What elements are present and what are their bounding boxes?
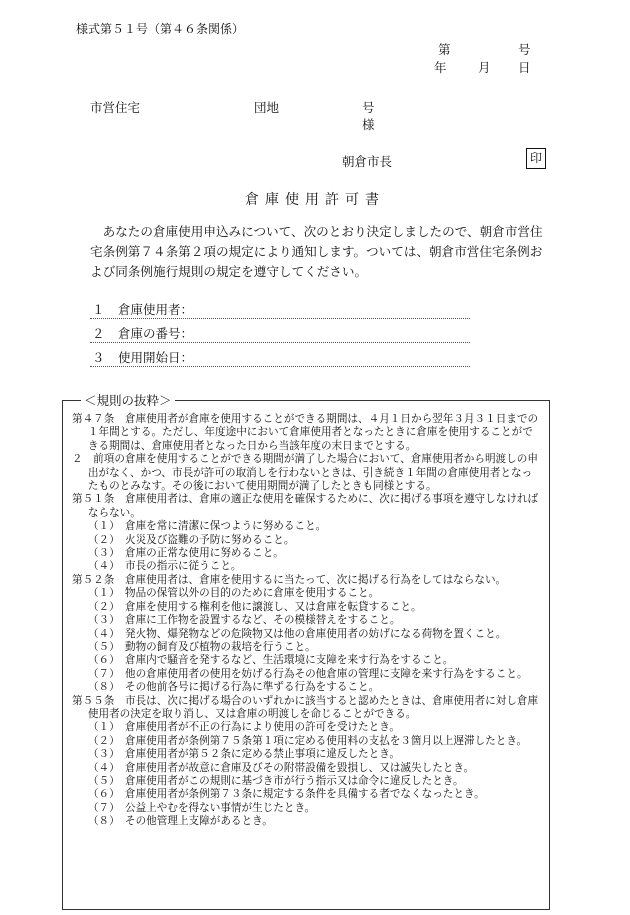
item-number: ２ [92,326,105,341]
addressee-number: 号 [362,100,375,115]
item-label: 倉庫の番号： [118,326,194,341]
rules-excerpt-box [62,393,550,910]
item-label: 使用開始日： [118,350,194,365]
rule-subitem: （６） 倉庫使用者が条例第７３条に規定する条件を具備する者でなくなったとき。 [87,788,485,801]
rule-subitem: （１） 倉庫を常に清潔に保つように努めること。 [87,520,327,533]
rule-subitem: （６） 倉庫内で騒音を発するなど、生活環境に支障を来す行為をすること。 [87,654,454,667]
item-number: ３ [92,350,105,365]
item-start-date [90,348,470,367]
item-label: 倉庫使用者： [118,302,194,317]
date-day: 日 [518,60,531,75]
rule-subitem: （１） 倉庫使用者が不正の行為により使用の許可を受けたとき。 [87,721,400,734]
rule-subitem: （２） 火災及び盗難の予防に努めること。 [87,533,295,546]
rule-subitem: （４） 市長の指示に従うこと。 [87,560,242,573]
addressee-housing: 市営住宅 [90,100,141,115]
notice-body: あなたの倉庫使用申込みについて、次のとおり決定しましたので、朝倉市営住宅条例第７４条第２項の規定により通知します。ついては、朝倉市営住宅条例および同条例施行規則の規定を遵守してください。 [90,224,543,279]
rule-paragraph: ２ 前項の倉庫を使用することができる期間が満了した場合において、倉庫使用者から明渡しの申出がなく、かつ、市長が許可の取消しを行わないときは、引き続き１年間の倉庫使用者となったものとみなす。その後において使用期間が満了したときも同様とする。 [72,453,538,493]
rule-subitem: （８） その他前各号に掲げる行為に準ずる行為をすること。 [87,681,380,694]
document-title: 倉庫使用許可書 [245,192,385,208]
date-year: 年 [434,60,447,75]
rule-subitem: （５） 動物の飼育及び植物の栽培を行うこと。 [87,640,316,653]
rule-subitem: （２） 倉庫使用者が条例第７５条第１項に定める使用料の支払を３箇月以上遅滞したとき。 [87,734,528,747]
doc-no-suffix: 号 [518,42,531,57]
addressee-complex: 団地 [254,100,280,115]
form-number: 様式第５１号（第４６条関係） [76,22,245,36]
item-user [90,300,470,319]
issuer-name: 朝倉市長 [342,154,393,169]
item-warehouse-number [90,324,470,343]
rules-text [72,413,542,829]
rule-subitem: （４） 発火物、爆発物などの危険物又は他の倉庫使用者の妨げになる荷物を置くこと。 [87,627,507,640]
rule-subitem: （８） その他管理上支障があるとき。 [87,815,273,828]
seal-box: 印 [526,148,546,169]
doc-no-prefix: 第 [438,42,451,57]
rule-paragraph: 第５５条 市長は、次に掲げる場合のいずれかに該当すると認めたときは、倉庫使用者に対し倉庫使用者の決定を取り消し、又は倉庫の明渡しを命じることができる。 [72,694,539,720]
rule-subitem: （７） 公益上やむを得ない事情が生じたとき。 [87,801,316,814]
date-month: 月 [478,60,491,75]
excerpt-title: ＜規則の抜粋＞ [81,391,175,409]
item-number: １ [92,302,105,317]
rule-subitem: （２） 倉庫を使用する権利を他に譲渡し、又は倉庫を転貸すること。 [87,600,422,613]
rule-subitem: （７） 他の倉庫使用者の使用を妨げる行為その他倉庫の管理に支障を来す行為をすること。 [87,667,528,680]
addressee-honorific: 様 [362,117,375,132]
rule-subitem: （４） 倉庫使用者が故意に倉庫及びその附帯設備を毀損し、又は滅失したとき。 [87,761,475,774]
rule-paragraph: 第５２条 倉庫使用者は、倉庫を使用するに当たって、次に掲げる行為をしてはならない。 [72,573,507,586]
rule-paragraph: 第４７条 倉庫使用者が倉庫を使用することができる期間は、４月１日から翌年３月３１日までの１年間とする。ただし、年度途中において倉庫使用者となったときに倉庫を使用することができる期間は、倉庫使用者となった日から当該年度の末日までとする。 [72,413,539,452]
rule-paragraph: 第５１条 倉庫使用者は、倉庫の適正な使用を確保するために、次に掲げる事項を遵守しなければならない。 [72,493,539,519]
rule-subitem: （３） 倉庫の正常な使用に努めること。 [87,547,284,560]
rule-subitem: （５） 倉庫使用者がこの規則に基づき市が行う指示又は命令に違反したとき。 [87,774,464,787]
rule-subitem: （１） 物品の保管以外の目的のために倉庫を使用すること。 [87,587,380,600]
rule-subitem: （３） 倉庫に工作物を設置するなど、その模様替えをすること。 [87,614,401,627]
rule-subitem: （３） 倉庫使用者が第５２条に定める禁止事項に違反したとき。 [87,748,400,761]
